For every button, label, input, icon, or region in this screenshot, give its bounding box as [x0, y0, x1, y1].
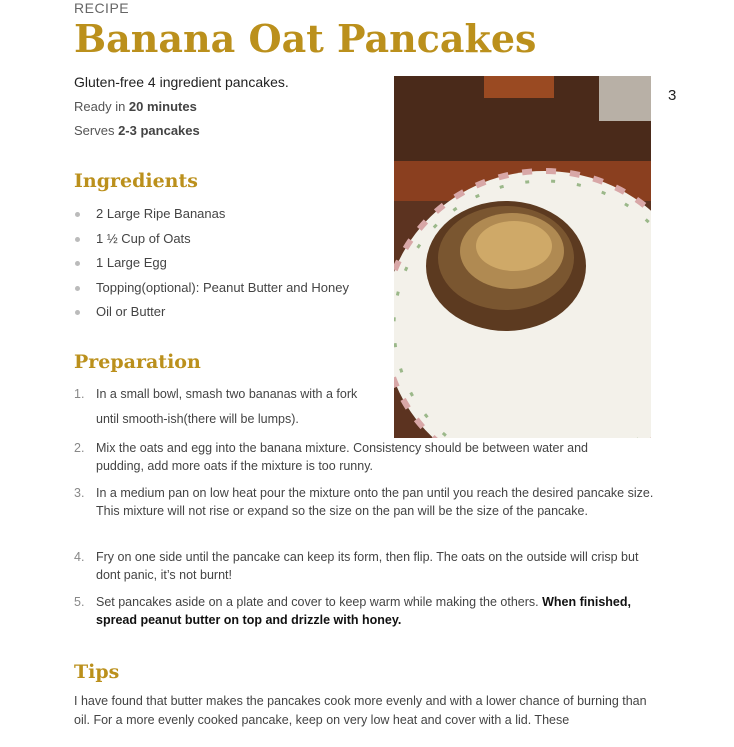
serves — [74, 123, 200, 138]
page-number: 3 — [668, 87, 677, 104]
step-text — [96, 593, 670, 629]
recipe-label: RECIPE — [74, 0, 130, 16]
step-text-regular: Set pancakes aside on a plate and cover to keep warm while making the others. — [96, 595, 543, 609]
list-item: Oil or Butter — [74, 303, 349, 328]
step-text: Mix the oats and egg into the banana mixture. Consistency should be between water and pudding, add more oats if the mixture is too runny. — [96, 441, 588, 473]
tips-text: I have found that butter makes the pancakes cook more evenly and with a lower chance of burning than oil. For a more evenly cooked pancake, keep on very low heat and cover with a lid. These — [74, 694, 647, 727]
ingredients-heading: Ingredients — [74, 170, 198, 192]
step-number: 4. — [74, 550, 85, 564]
list-item: 2 Large Ripe Bananas — [74, 205, 349, 230]
ready-value: 20 minutes — [128, 99, 197, 114]
prep-step-4 — [74, 548, 664, 584]
ingredients-list — [74, 205, 349, 328]
step-text-bold: When finished, spread peanut butter on top and drizzle with honey. — [96, 595, 631, 627]
recipe-title: Banana Oat Pancakes — [74, 16, 537, 61]
list-item: Topping(optional): Peanut Butter and Honey — [74, 279, 349, 304]
ready-prefix: Ready in — [74, 99, 129, 114]
tips-heading: Tips — [74, 661, 120, 683]
prep-step-3 — [74, 484, 654, 520]
step-number: 5. — [74, 595, 85, 609]
prep-step-1 — [74, 385, 394, 428]
step-number: 3. — [74, 486, 85, 500]
prep-step-2 — [74, 439, 634, 475]
step-text: In a medium pan on low heat pour the mixture onto the pan until you reach the desired pancake size. This mixture will not rise or expand so the size on the pan will be the size of the pancake. — [96, 486, 654, 518]
pancake-photo — [394, 76, 651, 438]
preparation-heading: Preparation — [74, 351, 201, 373]
list-item: 1 ½ Cup of Oats — [74, 230, 349, 255]
pancake-photo-icon — [394, 76, 651, 438]
serves-prefix: Serves — [74, 123, 119, 138]
step-text-continued: until smooth-ish(there will be lumps). — [96, 412, 299, 426]
recipe-subtitle: Gluten-free 4 ingredient pancakes. — [74, 74, 289, 90]
ready-time — [74, 99, 197, 114]
step-text: Fry on one side until the pancake can keep its form, then flip. The oats on the outside will crisp but dont panic, it’s not burnt! — [96, 550, 639, 582]
prep-step-5 — [74, 593, 670, 629]
serves-value: 2-3 pancakes — [118, 123, 200, 138]
list-item: 1 Large Egg — [74, 254, 349, 279]
step-number: 2. — [74, 441, 85, 455]
step-text: In a small bowl, smash two bananas with a fork — [96, 387, 358, 401]
step-number: 1. — [74, 387, 85, 401]
